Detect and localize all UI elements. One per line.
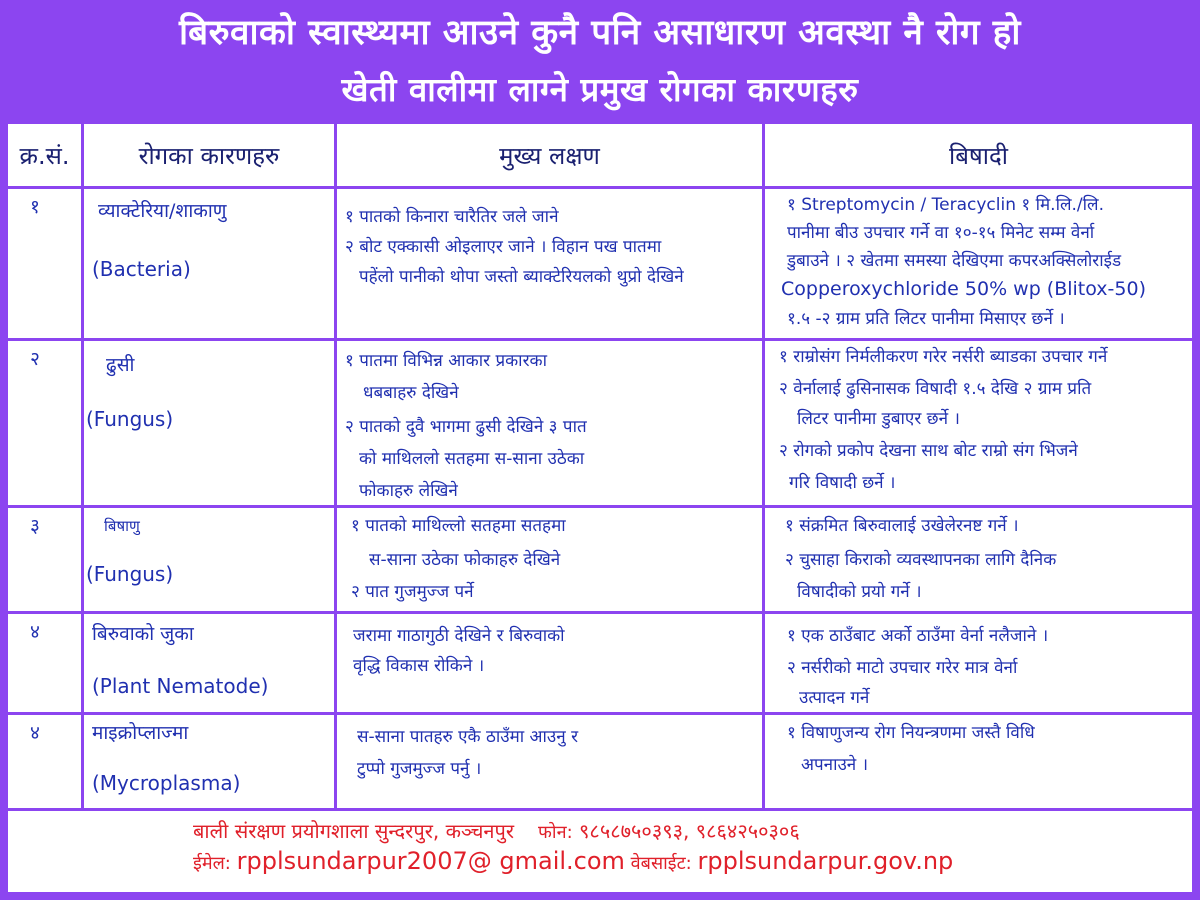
header-sn: क्र.सं.: [8, 124, 81, 186]
row-2-cause-en: (Fungus): [86, 407, 174, 431]
row-4-symptoms: [337, 614, 762, 712]
row-2-symptom-3: २ पातको दुवै भागमा ढुसी देखिने ३ पात: [345, 417, 587, 437]
row-2-symptoms: [337, 341, 762, 505]
row-1-symptom-2: २ बोट एक्कासी ओइलाएर जाने । विहान पख पातमा: [345, 237, 662, 257]
row-1-symptom-1: १ पातको किनारा चारैतिर जले जाने: [345, 207, 559, 227]
row-3-symptom-1: १ पातको माथिल्लो सतहमा सतहमा: [351, 516, 566, 536]
row-4-symptom-1: जरामा गाठागुठी देखिने र बिरुवाको: [353, 626, 565, 646]
phone-label: फोन:: [538, 822, 573, 843]
header-pesticide: बिषादी: [765, 124, 1192, 186]
row-4-pesticide-2: २ नर्सरीको माटो उपचार गरेर मात्र वेर्ना: [787, 658, 1018, 678]
title-line-2: खेती वालीमा लाग्ने प्रमुख रोगका कारणहरु: [341, 70, 859, 109]
row-4-symptom-2: वृद्धि विकास रोकिने ।: [353, 656, 485, 676]
row-2-symptom-2: धबबाहरु देखिने: [363, 383, 459, 403]
row-2-symptom-5: फोकाहरु लेखिने: [359, 481, 458, 501]
row-2-cause-np: ढुसी: [106, 354, 135, 376]
row-4-cause-en: (Plant Nematode): [92, 674, 269, 698]
row-5-cause-en: (Mycroplasma): [92, 771, 241, 795]
row-2-pesticide: [765, 341, 1192, 505]
row-1-cause-np: व्याक्टेरिया/शाकाणु: [98, 200, 227, 222]
row-1-pesticide-5: १.५ -२ ग्राम प्रति लिटर पानीमा मिसाएर छर्ने ।: [787, 309, 1065, 329]
row-1-pesticide: [765, 189, 1192, 338]
row-3-pesticide-1: १ संक्रमित बिरुवालाई उखेलेरनष्ट गर्ने ।: [785, 516, 1019, 536]
row-3-symptoms: [337, 508, 762, 611]
row-2-pesticide-4: २ रोगको प्रकोप देखना साथ बोट राम्रो संग भिजने: [779, 441, 1078, 461]
row-3-symptom-2: स-साना उठेका फोकाहरु देखिने: [369, 550, 561, 570]
title-line-1: बिरुवाको स्वास्थ्यमा आउने कुनै पनि असाधारण अवस्था नै रोग हो: [179, 13, 1021, 53]
website-label: वेबसाईट:: [630, 853, 692, 874]
row-5-cause-np: माइक्रोप्लाज्मा: [92, 722, 189, 744]
row-1-symptoms: [337, 189, 762, 338]
email-label: ईमेल:: [193, 853, 231, 874]
row-3-pesticide-3: विषादीको प्रयो गर्ने ।: [797, 582, 922, 602]
header-cause: रोगका कारणहरु: [84, 124, 334, 186]
row-5-symptoms: [337, 715, 762, 808]
row-2-pesticide-1: १ राम्रोसंग निर्मलीकरण गरेर नर्सरी ब्याडका उपचार गर्ने: [779, 347, 1108, 367]
footer-line-2: [193, 847, 953, 875]
row-3-sn: ३: [8, 508, 81, 611]
row-2-cause: [84, 341, 334, 505]
row-2-pesticide-2: २ वेर्नालाई ढुसिनासक विषादी १.५ देखि २ ग्राम प्रति: [779, 379, 1092, 399]
row-1-cause-en: (Bacteria): [92, 257, 191, 281]
row-4-pesticide-3: उत्पादन गर्ने: [799, 688, 870, 708]
row-1-symptom-3: पहेंलो पानीको थोपा जस्तो ब्याक्टेरियलको थुप्रो देखिने: [359, 267, 684, 287]
row-4-pesticide: [765, 614, 1192, 712]
row-4-sn: ४: [8, 614, 81, 712]
row-4-pesticide-1: १ एक ठाउँबाट अर्को ठाउँमा वेर्ना नलैजाने ।: [787, 626, 1049, 646]
row-4-cause-np: बिरुवाको जुका: [92, 623, 194, 645]
phone-numbers: ९८५८७५०३९३, ९८६४२५०३०६: [579, 819, 800, 843]
footer-line-1: [193, 817, 800, 844]
row-1-sn: १: [8, 189, 81, 338]
row-2-sn: २: [8, 341, 81, 505]
row-2-pesticide-5: गरि विषादी छर्ने ।: [789, 473, 896, 493]
row-1-cause: [84, 189, 334, 338]
org-name: बाली संरक्षण प्रयोगशाला सुन्दरपुर, कञ्चनपुर: [193, 819, 515, 843]
row-3-symptom-3: २ पात गुजमुज्ज पर्ने: [351, 582, 474, 602]
row-2-symptom-4: को माथिललो सतहमा स-साना उठेका: [359, 449, 585, 469]
row-1-pesticide-3: डुबाउने । २ खेतमा समस्या देखिएमा कपरअक्सिलोराईड: [787, 251, 1122, 271]
row-5-cause: [84, 715, 334, 808]
email-link[interactable]: rpplsundarpur2007@ gmail.com: [236, 847, 625, 875]
row-1-pesticide-4: Copperoxychloride 50% wp (Blitox-50): [781, 278, 1146, 300]
footer-contact: [8, 811, 1192, 892]
row-3-cause: [84, 508, 334, 611]
website-link[interactable]: rpplsundarpur.gov.np: [697, 847, 954, 875]
row-4-cause: [84, 614, 334, 712]
row-5-pesticide: [765, 715, 1192, 808]
row-3-cause-en: (Fungus): [86, 562, 174, 586]
row-3-pesticide-2: २ चुसाहा किराको व्यवस्थापनका लागि दैनिक: [785, 550, 1057, 570]
row-1-pesticide-1: १ Streptomycin / Teracyclin १ मि.लि./लि.: [787, 195, 1104, 215]
row-5-pesticide-2: अपनाउने ।: [801, 755, 869, 775]
row-2-pesticide-3: लिटर पानीमा डुबाएर छर्ने ।: [797, 409, 960, 429]
row-1-pesticide-2: पानीमा बीउ उपचार गर्ने वा १०-१५ मिनेट सम्म वेर्ना: [787, 223, 1095, 243]
row-5-symptom-2: टुप्पो गुजमुज्ज पर्नु ।: [357, 759, 482, 779]
header-symptoms: मुख्य लक्षण: [337, 124, 762, 186]
row-3-cause-np: बिषाणु: [104, 517, 140, 535]
row-5-pesticide-1: १ विषाणुजन्य रोग नियन्त्रणमा जस्तै विधि: [787, 723, 1035, 743]
row-5-symptom-1: स-साना पातहरु एकै ठाउँमा आउनु र: [357, 727, 579, 747]
row-5-sn: ४: [8, 715, 81, 808]
row-2-symptom-1: १ पातमा विभिन्न आकार प्रकारका: [345, 351, 548, 371]
row-3-pesticide: [765, 508, 1192, 611]
